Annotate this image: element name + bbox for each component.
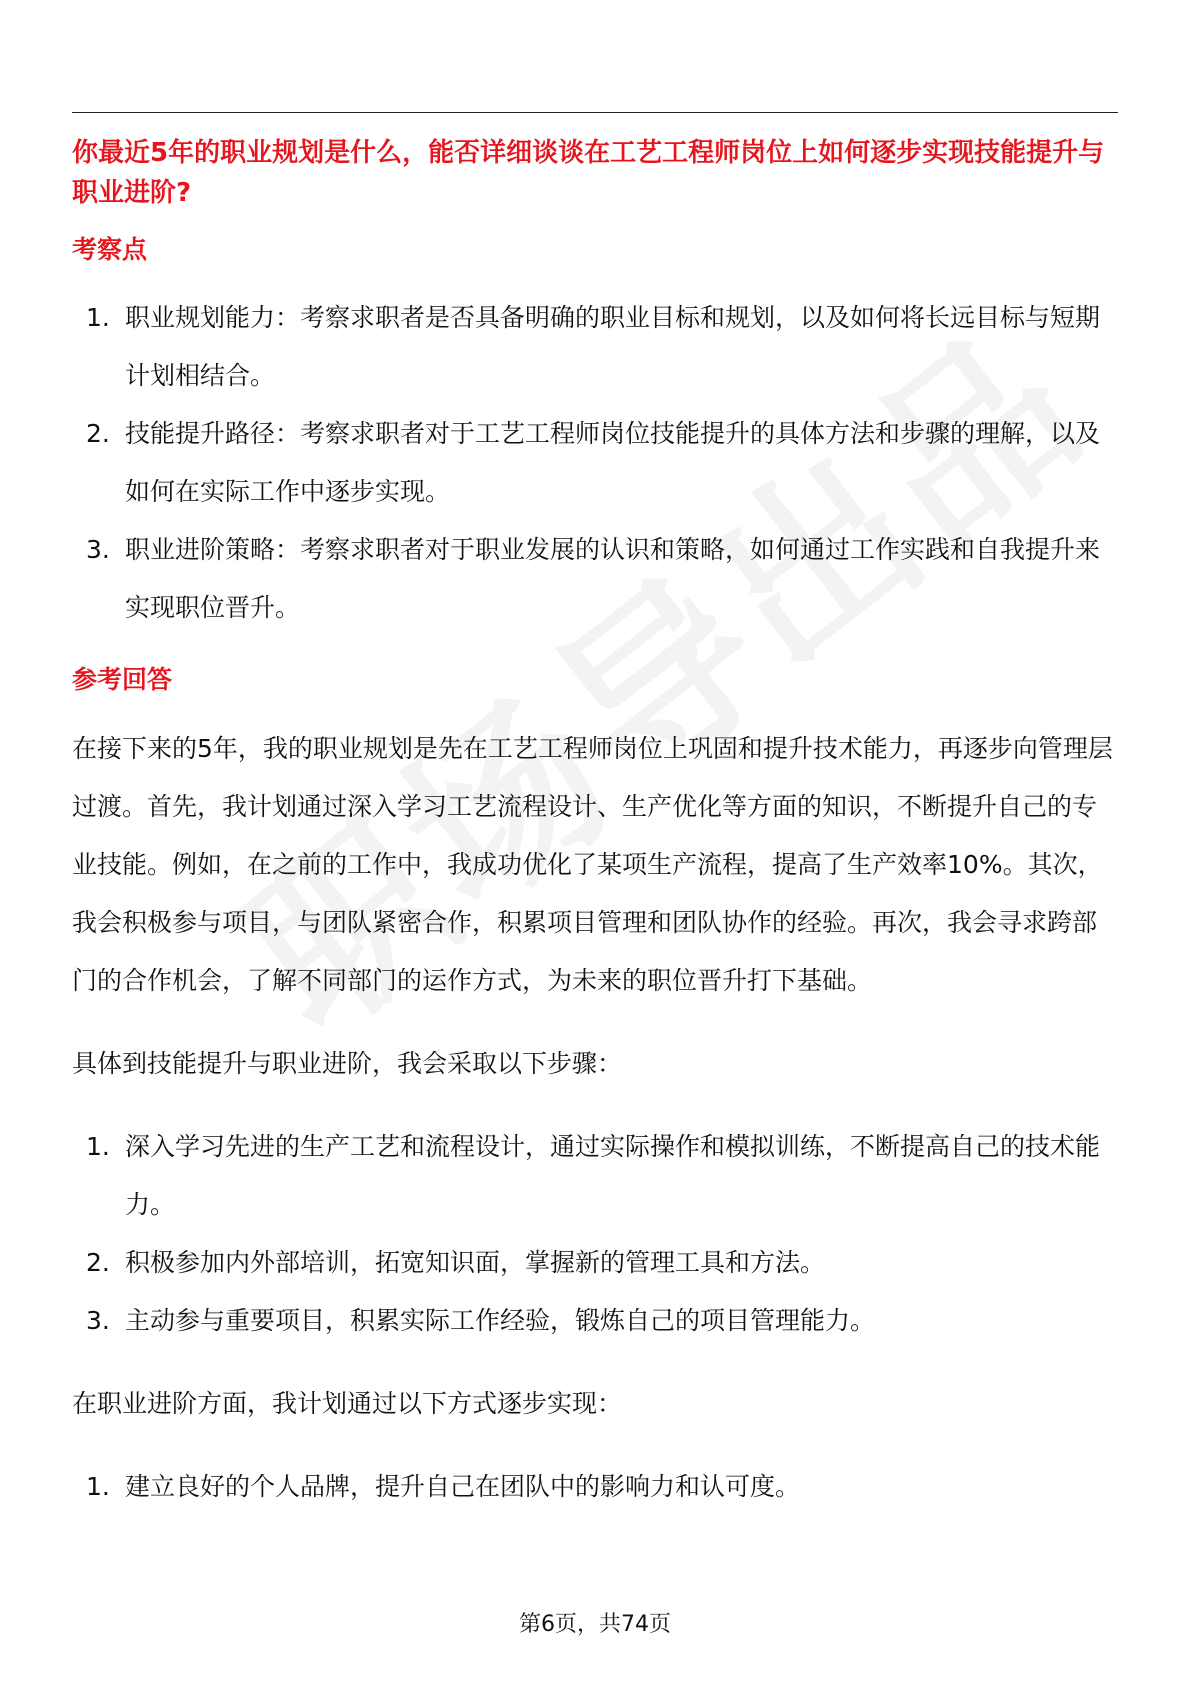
list-text: 主动参与重要项目，积累实际工作经验，锻炼自己的项目管理能力。 [125, 1306, 876, 1335]
answer-paragraph: 在职业进阶方面，我计划通过以下方式逐步实现： [72, 1389, 623, 1418]
list-text: 职业进阶策略：考察求职者对于职业发展的认识和策略，如何通过工作实践和自我提升来实现职位晋升。 [125, 535, 1101, 622]
list-item [72, 1234, 1118, 1292]
list-text: 积极参加内外部培训，拓宽知识面，掌握新的管理工具和方法。 [125, 1248, 826, 1277]
list-text: 建立良好的个人品牌，提升自己在团队中的影响力和认可度。 [125, 1472, 801, 1501]
list-item [72, 1292, 1118, 1350]
page-content [72, 133, 1118, 1516]
steps-list [72, 1118, 1118, 1350]
list-item [72, 289, 1118, 405]
list-item [72, 1118, 1118, 1234]
list-number: 2. [86, 1248, 110, 1277]
answer-heading: 参考回答 [72, 665, 173, 694]
list-number: 3. [86, 1306, 110, 1335]
list-text: 深入学习先进的生产工艺和流程设计，通过实际操作和模拟训练，不断提高自己的技术能力。 [125, 1132, 1101, 1219]
question-title: 你最近5年的职业规划是什么，能否详细谈谈在工艺工程师岗位上如何逐步实现技能提升与职业进阶? [72, 138, 1105, 208]
top-divider [72, 112, 1118, 113]
answer-paragraph: 在接下来的5年，我的职业规划是先在工艺工程师岗位上巩固和提升技术能力，再逐步向管理层过渡。首先，我计划通过深入学习工艺流程设计、生产优化等方面的知识，不断提升自己的专业技能。例如，在之前的工作中，我成功优化了某项生产流程，提高了生产效率10%。其次，我会积极参与项目，与团队紧密合作，积累项目管理和团队协作的经验。再次，我会寻求跨部门的合作机会，了解不同部门的运作方式，为未来的职位晋升打下基础。 [72, 734, 1113, 995]
list-number: 2. [86, 419, 110, 448]
list-number: 1. [86, 1472, 110, 1501]
advancement-list [72, 1458, 1118, 1516]
list-item [72, 1458, 1118, 1516]
list-text: 技能提升路径：考察求职者对于工艺工程师岗位技能提升的具体方法和步骤的理解，以及如何在实际工作中逐步实现。 [125, 419, 1101, 506]
page-number: 第6页，共74页 [519, 1612, 671, 1637]
list-item [72, 405, 1118, 521]
assessment-heading: 考察点 [72, 235, 148, 264]
assessment-list [72, 289, 1118, 637]
list-number: 1. [86, 1132, 110, 1161]
list-number: 1. [86, 303, 110, 332]
list-text: 职业规划能力：考察求职者是否具备明确的职业目标和规划，以及如何将长远目标与短期计划相结合。 [125, 303, 1101, 390]
answer-paragraph: 具体到技能提升与职业进阶，我会采取以下步骤： [72, 1049, 623, 1078]
list-number: 3. [86, 535, 110, 564]
list-item [72, 521, 1118, 637]
